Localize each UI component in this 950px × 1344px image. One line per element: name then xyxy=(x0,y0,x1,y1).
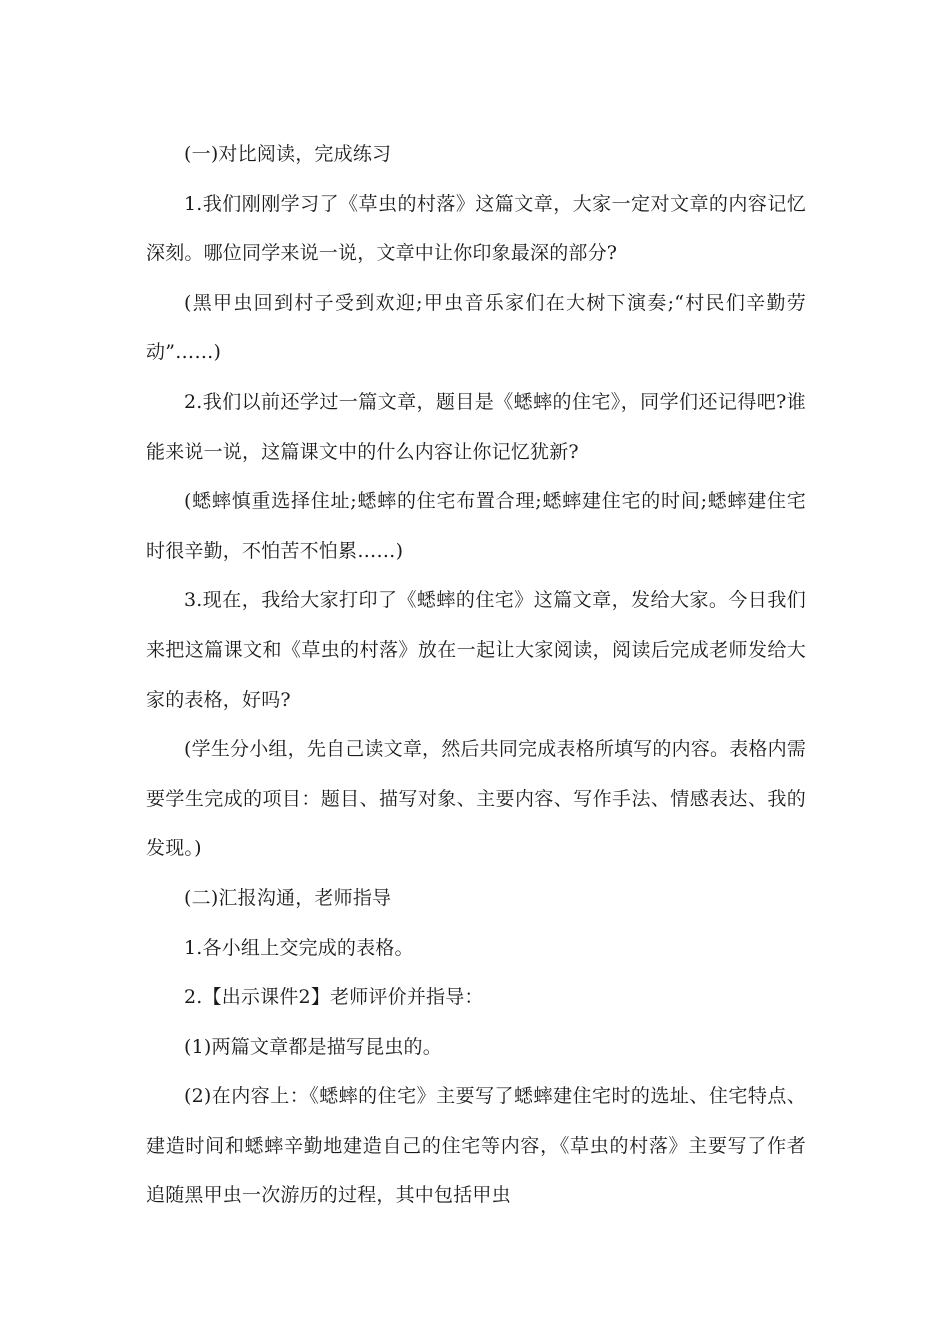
section-heading-1: (一)对比阅读，完成练习 xyxy=(184,143,392,165)
question-paragraph-2: 2.我们以前还学过一篇文章，题目是《蟋蟀的住宅》，同学们还记得吧?谁能来说一说，这篇课文中的什么内容让你记忆犹新? xyxy=(146,390,806,463)
question-paragraph-1: 1.我们刚刚学习了《草虫的村落》这篇文章，大家一定对文章的内容记忆深刻。哪位同学来说一说，文章中让你印象最深的部分? xyxy=(146,192,806,265)
answer-paragraph-1: (黑甲虫回到村子受到欢迎;甲虫音乐家们在大树下演奏;“村民们辛勤劳动”……) xyxy=(146,291,806,364)
step-paragraph-1: 1.各小组上交完成的表格。 xyxy=(184,936,414,959)
point-paragraph-1: (1)两篇文章都是描写昆虫的。 xyxy=(184,1035,442,1058)
document-body xyxy=(146,130,806,1221)
section-heading-2: (二)汇报沟通，老师指导 xyxy=(184,886,392,909)
answer-paragraph-3: (学生分小组，先自己读文章，然后共同完成表格所填写的内容。表格内需要学生完成的项目：题目、描写对象、主要内容、写作手法、情感表达、我的发现。) xyxy=(146,738,807,860)
answer-paragraph-2: (蟋蟀慎重选择住址;蟋蟀的住宅布置合理;蟋蟀建住宅的时间;蟋蟀建住宅时很辛勤，不怕苦不怕累……) xyxy=(146,490,806,562)
step-paragraph-2: 2.【出示课件2】老师评价并指导： xyxy=(184,986,484,1009)
question-paragraph-3: 3.现在，我给大家打印了《蟋蟀的住宅》这篇文章，发给大家。今日我们来把这篇课文和《草虫的村落》放在一起让大家阅读，阅读后完成老师发给大家的表格，好吗? xyxy=(146,589,806,711)
point-paragraph-2: (2)在内容上：《蟋蟀的住宅》主要写了蟋蟀建住宅时的选址、住宅特点、建造时间和蟋蟀辛勤地建造自己的住宅等内容，《草虫的村落》主要写了作者追随黑甲虫一次游历的过程，其中包括甲虫 xyxy=(146,1085,806,1207)
